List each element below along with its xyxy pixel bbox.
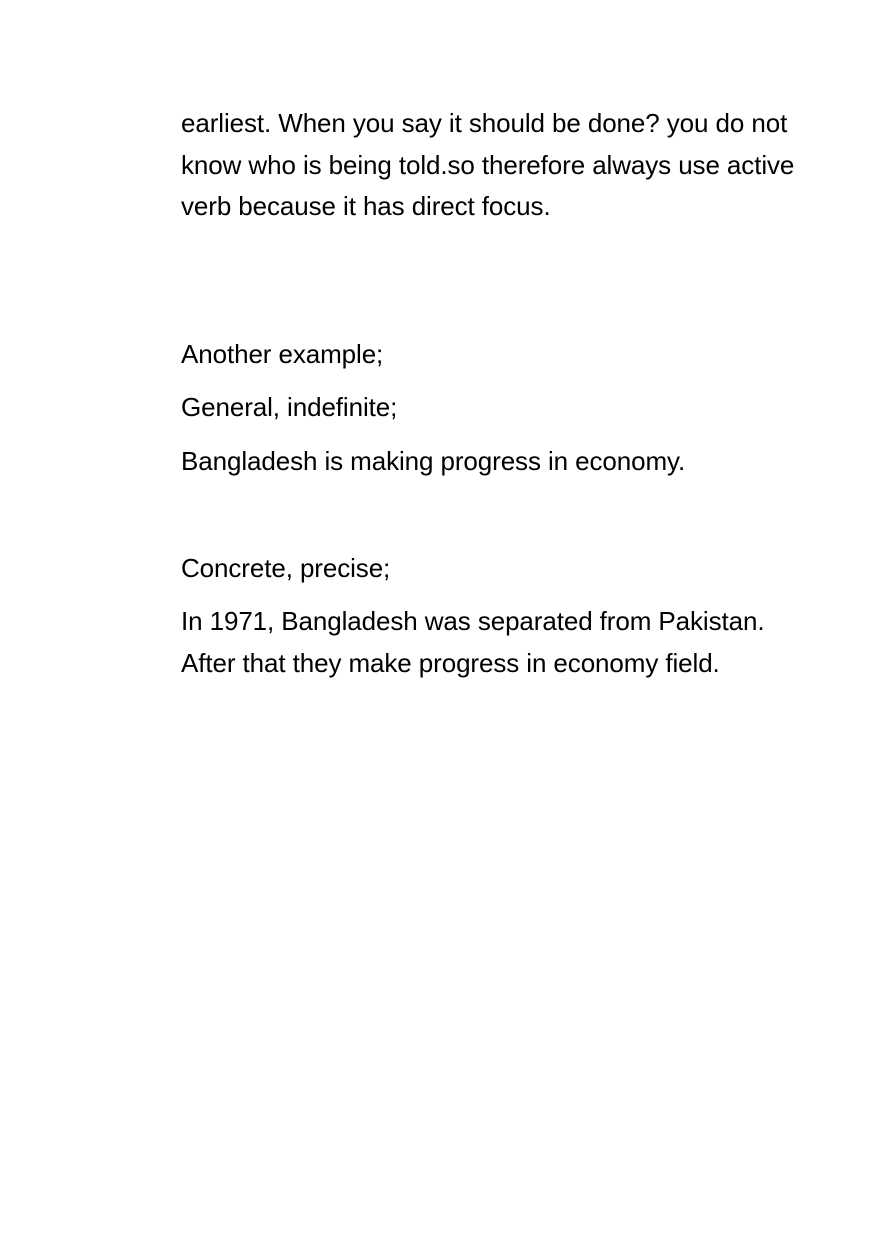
paragraph-active-verb-explanation: earliest. When you say it should be done? you do not know who is being told.so therefore always use active verb because it has direct focus. xyxy=(181,108,795,221)
paragraph-general-indefinite-label: General, indefinite; xyxy=(181,392,398,422)
paragraph-another-example: Another example; xyxy=(181,339,384,369)
paragraph-concrete-example: In 1971, Bangladesh was separated from Pakistan. After that they make progress in economy field. xyxy=(181,606,765,678)
paragraph-concrete-precise-label: Concrete, precise; xyxy=(181,553,391,583)
paragraph-general-example: Bangladesh is making progress in economy. xyxy=(181,446,686,476)
